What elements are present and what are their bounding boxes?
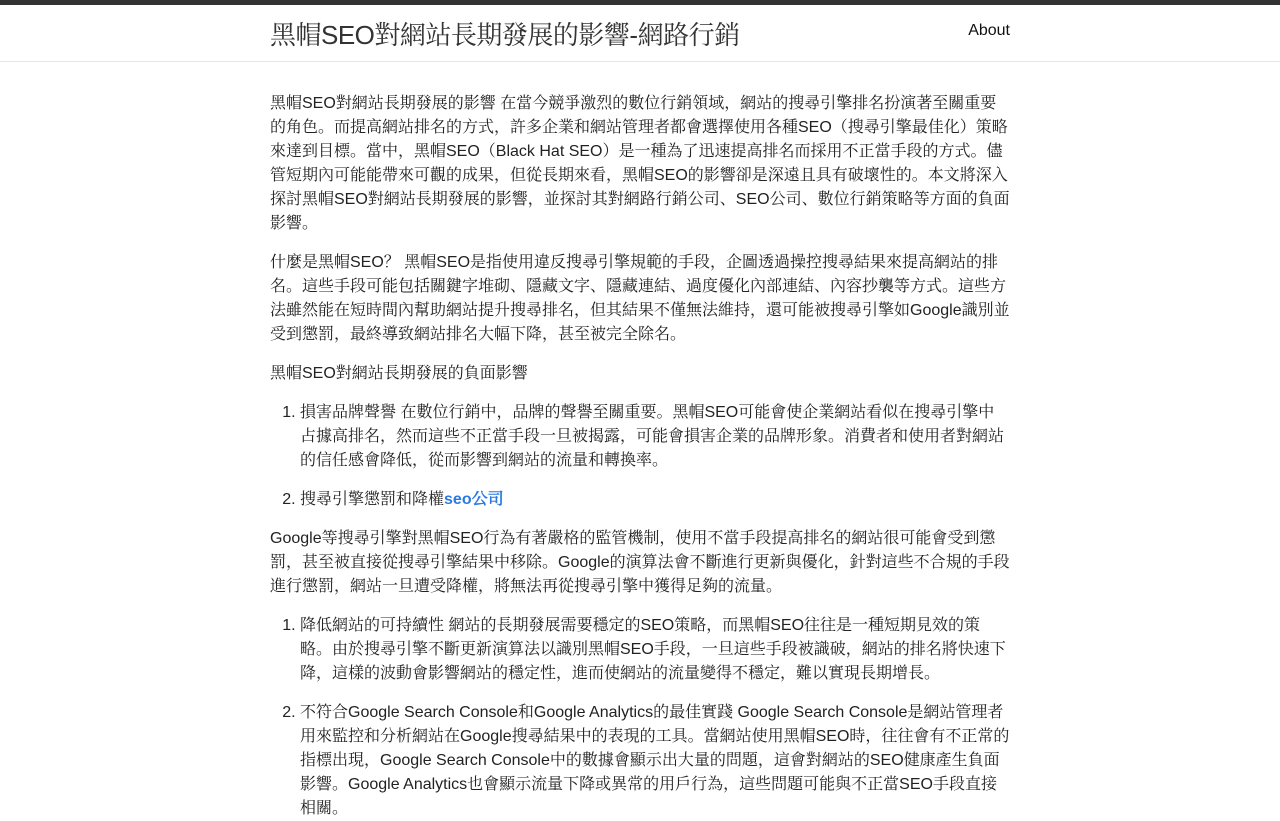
impact-list-1 (270, 401, 1010, 512)
what-is-paragraph: 什麼是黑帽SEO？ 黑帽SEO是指使用違反搜尋引擎規範的手段，企圖透過操控搜尋結果來提高網站的排名。這些手段可能包括關鍵字堆砌、隱藏文字、隱藏連結、過度優化內部連結、內容抄襲等方式。這些方法雖然能在短時間內幫助網站提升搜尋排名，但其結果不僅無法維持，還可能被搜尋引擎如Google識別並受到懲罰，最終導致網站排名大幅下降，甚至被完全除名。 (270, 254, 1010, 343)
list-item-text: 1. 降低網站的可持續性 網站的長期發展需要穩定的SEO策略，而黑帽SEO往往是一種短期見效的策略。由於搜尋引擎不斷更新演算法以識別黑帽SEO手段，一旦這些手段被識破，網站的排名將快速下降，這樣的波動會影響網站的穩定性，進而使網站的流量變得不穩定，難以實現長期增長。 (300, 617, 1006, 682)
list-item-label: 搜尋引擎懲罰和降權 (300, 491, 445, 508)
intro-paragraph: 黑帽SEO對網站長期發展的影響 在當今競爭激烈的數位行銷領域，網站的搜尋引擎排名扮演著至關重要的角色。而提高網站排名的方式，許多企業和網站管理者都會選擇使用各種SEO（搜尋引擎最佳化）策略來達到目標。當中，黑帽SEO（Black Hat SEO）是一種為了迅速提高排名而採用不正當手段的方式。儘管短期內可能能帶來可觀的成果，但從長期來看，黑帽SEO的影響卻是深遠且具有破壞性的。本文將深入探討黑帽SEO對網站長期發展的影響，並探討其對網路行銷公司、SEO公司、數位行銷策略等方面的負面影響。 (270, 95, 1010, 232)
list-item-text (300, 488, 1010, 512)
list-item (300, 488, 1010, 512)
section-heading-paragraph: 黑帽SEO對網站長期發展的負面影響 (270, 365, 528, 382)
impact-list-2 (270, 614, 1010, 821)
list-item (300, 701, 1010, 821)
header-inner (270, 5, 1010, 61)
list-item-text: 1. 損害品牌聲譽 在數位行銷中，品牌的聲譽至關重要。黑帽SEO可能會使企業網站看似在搜尋引擎中占據高排名，然而這些不正當手段一旦被揭露，可能會損害企業的品牌形象。消費者和使用者對網站的信任感會降低，從而影響到網站的流量和轉換率。 (300, 404, 1005, 469)
list-item (300, 401, 1010, 473)
seo-company-link[interactable]: seo公司 (444, 491, 504, 508)
article-content (270, 62, 1010, 821)
site-header (0, 5, 1280, 62)
penalty-paragraph: Google等搜尋引擎對黑帽SEO行為有著嚴格的監管機制，使用不當手段提高排名的網站很可能會受到懲罰，甚至被直接從搜尋引擎結果中移除。Google的演算法會不斷進行更新與優化，針對這些不合規的手段進行懲罰，網站一旦遭受降權，將無法再從搜尋引擎中獲得足夠的流量。 (270, 530, 1010, 595)
site-title-link[interactable]: 黑帽SEO對網站長期發展的影響-網路行銷 (270, 20, 740, 50)
nav-about-link[interactable]: About (968, 22, 1010, 39)
list-item (300, 614, 1010, 686)
list-item-text: 2. 不符合Google Search Console和Google Analytics的最佳實踐 Google Search Console是網站管理者用來監控和分析網站在Google搜尋結果中的表現的工具。當網站使用黑帽SEO時，往往會有不正常的指標出現，Google Search Console中的數據會顯示出大量的問題，這會對網站的SEO健康產生負面影響。Google Analytics也會顯示流量下降或異常的用戶行為，這些問題可能與不正當SEO手段直接相關。 (300, 704, 1010, 817)
